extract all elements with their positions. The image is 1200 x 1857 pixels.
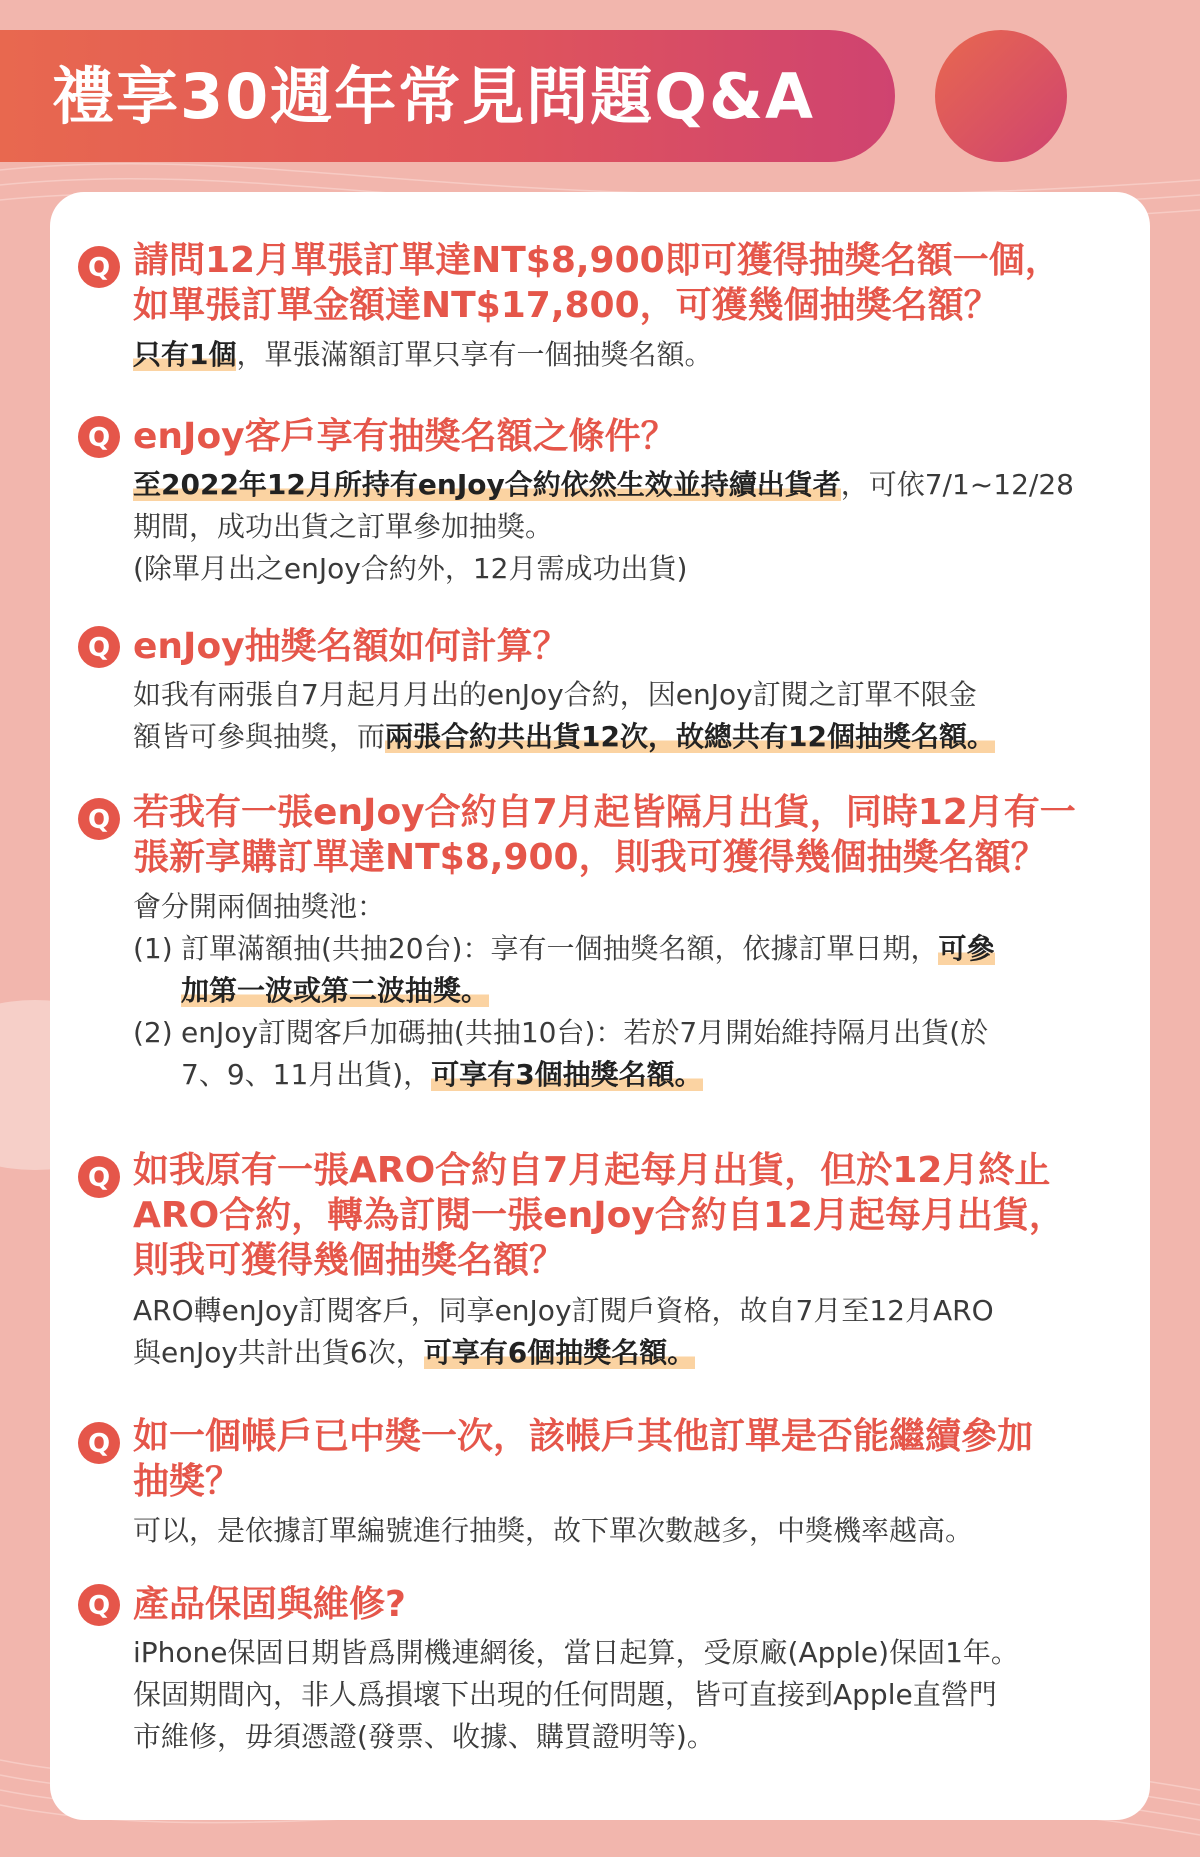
faq-card	[50, 192, 1150, 1820]
faq-question: enJoy客戶享有抽獎名額之條件？	[133, 416, 677, 457]
q-icon	[76, 1420, 122, 1466]
faq-question: 產品保固與維修?	[133, 1584, 406, 1625]
faq-answer: 可以，是依據訂單編號進行抽獎，故下單次數越多，中獎機率越高。	[133, 1514, 974, 1547]
q-icon	[76, 244, 122, 290]
q-icon	[76, 1154, 122, 1200]
faq-answer: iPhone保固日期皆爲開機連網後，當日起算，受原廠(Apple)保固1年。 保固期間內，非人爲損壞下出現的任何問題，皆可直接到Apple直營門 市維修，毋須憑證(發票、收據、購買證明等)。	[133, 1636, 1019, 1753]
faq-question: enJoy抽獎名額如何計算？	[133, 626, 569, 667]
faq-question: 請問12月單張訂單達NT$8,900即可獲得抽獎名額一個， 如單張訂單金額達NT$17,800，可獲幾個抽獎名額？	[133, 240, 1061, 326]
faq-answer: ARO轉enJoy訂閱客戶，同享enJoy訂閱戶資格，故自7月至12月ARO 與enJoy共計出貨6次，可享有6個抽獎名額。	[133, 1294, 994, 1369]
svg-text:Q: Q	[87, 253, 111, 283]
q-icon	[76, 796, 122, 842]
list-item: (2) enJoy訂閱客戶加碼抽(共抽10台)：若於7月開始維持隔月出貨(於 7、9、11月出貨)，可享有3個抽獎名額。	[133, 1016, 989, 1091]
svg-text:Q: Q	[87, 633, 111, 663]
svg-text:Q: Q	[87, 423, 111, 453]
q-icon	[76, 1582, 122, 1628]
q-icon	[76, 414, 122, 460]
svg-text:Q: Q	[87, 1591, 111, 1621]
faq-answer: 至2022年12月所持有enJoy合約依然生效並持續出貨者，可依7/1~12/28 期間，成功出貨之訂單參加抽獎。 (除單月出之enJoy合約外，12月需成功出貨)	[133, 468, 1074, 585]
svg-text:Q: Q	[87, 1163, 111, 1193]
list-item: (1) 訂單滿額抽(共抽20台)：享有一個抽獎名額，依據訂單日期，可參 加第一波或第二波抽獎。	[133, 932, 995, 1007]
q-icon	[76, 624, 122, 670]
faq-answer: 會分開兩個抽獎池： (1) 訂單滿額抽(共抽20台)：享有一個抽獎名額，依據訂單日期，可參 加第一波或第二波抽獎。 (2) enJoy訂閱客戶加碼抽(共抽10台)：若於7月開始維持隔月出貨(於 7、9、11月出貨)，可享有3個抽獎名額。	[133, 886, 1143, 1096]
faq-answer: 只有1個，單張滿額訂單只享有一個抽獎名額。	[133, 338, 713, 371]
faq-question: 如一個帳戶已中獎一次，該帳戶其他訂單是否能繼續參加 抽獎？	[133, 1416, 1034, 1502]
faq-question: 如我原有一張ARO合約自7月起每月出貨，但於12月終止 ARO合約，轉為訂閱一張enJoy合約自12月起每月出貨， 則我可獲得幾個抽獎名額？	[133, 1150, 1065, 1281]
decorative-circle	[935, 30, 1067, 162]
faq-answer: 如我有兩張自7月起月月出的enJoy合約，因enJoy訂閱之訂單不限金 額皆可參與抽獎，而兩張合約共出貨12次，故總共有12個抽獎名額。	[133, 678, 995, 753]
page-title: 禮享30週年常見問題Q&A	[52, 60, 816, 133]
faq-question: 若我有一張enJoy合約自7月起皆隔月出貨，同時12月有一 張新享購訂單達NT$8,900，則我可獲得幾個抽獎名額？	[133, 792, 1076, 878]
svg-text:Q: Q	[87, 805, 111, 835]
svg-text:Q: Q	[87, 1429, 111, 1459]
